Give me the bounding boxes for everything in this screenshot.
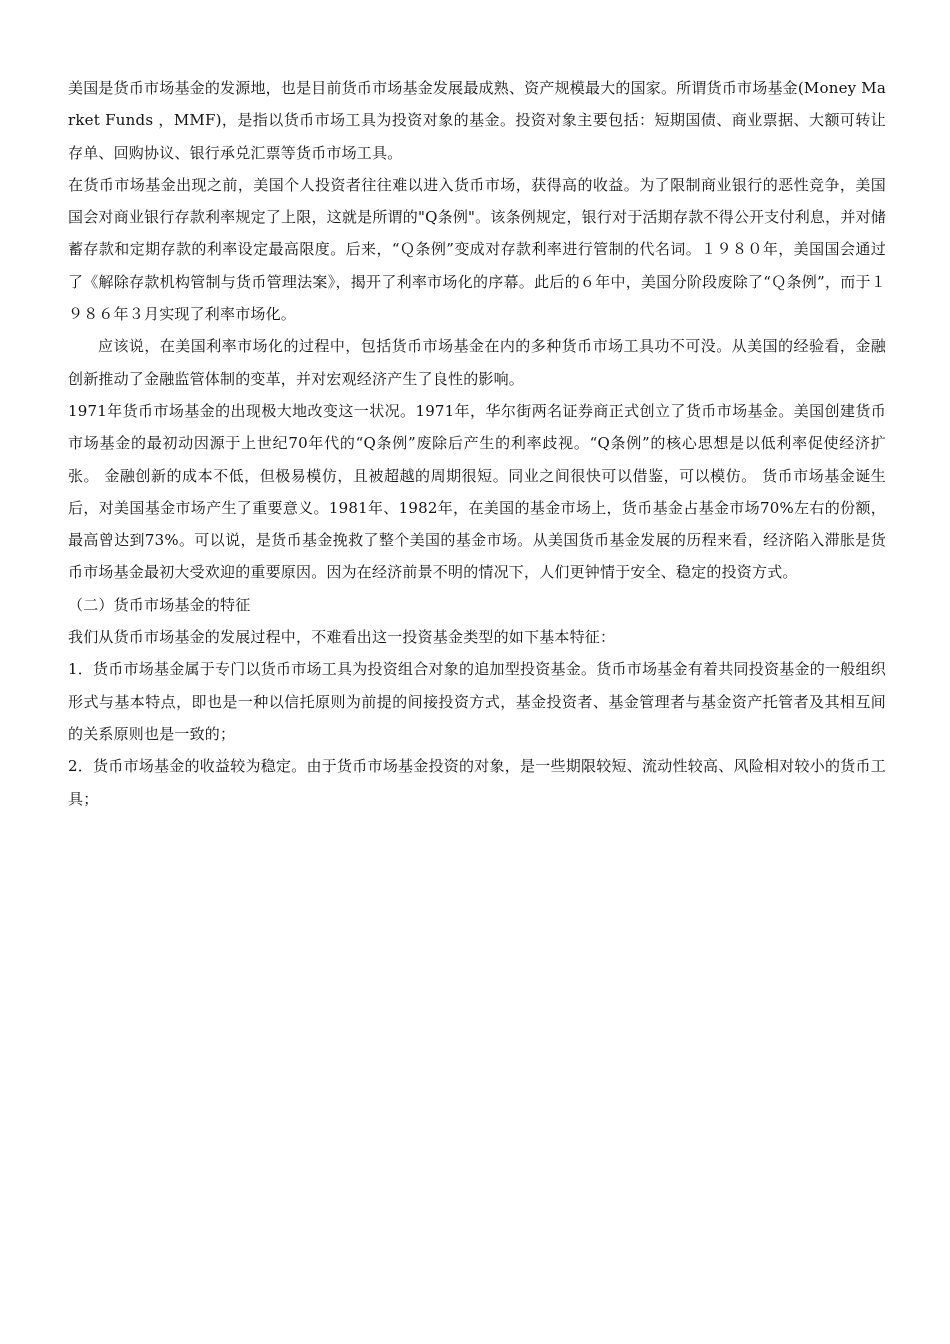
feature-item-2: 2．货币市场基金的收益较为稳定。由于货币市场基金投资的对象，是一些期限较短、流动性较高、风险相对较小的货币工具； (68, 757, 886, 808)
paragraph-us-origin: 美国是货币市场基金的发源地，也是目前货币市场基金发展最成熟、资产规模最大的国家。所谓货币市场基金(Money Market Funds ，MMF)，是指以货币市场工具为投资对象的基金。投资对象主要包括：短期国债、商业票据、大额可转让存单、回购协议、银行承兑汇票等货币市场工具。 (68, 79, 886, 162)
document-body (68, 72, 886, 815)
paragraph-innovation: 应该说，在美国利率市场化的过程中，包括货币市场基金在内的多种货币市场工具功不可没。从美国的经验看，金融创新推动了金融监管体制的变革，并对宏观经济产生了良性的影响。 (68, 337, 886, 388)
paragraph-1971-history: 1971年货币市场基金的出现极大地改变这一状况。1971年，华尔街两名证券商正式创立了货币市场基金。美国创建货币市场基金的最初动因源于上世纪70年代的“Q条例”废除后产生的利率歧视。“Q条例”的核心思想是以低利率促使经济扩张。 金融创新的成本不低，但极易模仿，且被超越的周期很短。同业之间很快可以借鉴，可以模仿。 货币市场基金诞生后，对美国基金市场产生了重要意义。1981年、1982年，在美国的基金市场上，货币基金占基金市场70%左右的份额，最高曾达到73%。可以说，是货币基金挽救了整个美国的基金市场。从美国货币基金发展的历程来看，经济陷入滞胀是货币市场基金最初大受欢迎的重要原因。因为在经济前景不明的情况下，人们更钟情于安全、稳定的投资方式。 (68, 401, 886, 582)
section-heading-features: （二）货币市场基金的特征 (68, 595, 251, 614)
paragraph-features-intro: 我们从货币市场基金的发展过程中，不难看出这一投资基金类型的如下基本特征： (68, 628, 616, 647)
paragraph-q-regulation: 在货币市场基金出现之前，美国个人投资者往往难以进入货币市场，获得高的收益。为了限制商业银行的恶性竞争，美国国会对商业银行存款利率规定了上限，这就是所谓的"Q条例"。该条例规定，银行对于活期存款不得公开支付利息，并对储蓄存款和定期存款的利率设定最高限度。后来，“Ｑ条例”变成对存款利率进行管制的代名词。１９８０年，美国国会通过了《解除存款机构管制与货币管理法案》，揭开了利率市场化的序幕。此后的６年中，美国分阶段废除了“Ｑ条例”，而于１９８６年３月实现了利率市场化。 (68, 175, 886, 324)
feature-item-1: 1．货币市场基金属于专门以货币市场工具为投资组合对象的追加型投资基金。货币市场基金有着共同投资基金的一般组织形式与基本特点，即也是一种以信托原则为前提的间接投资方式，基金投资者、基金管理者与基金资产托管者及其相互间的关系原则也是一致的； (68, 660, 886, 743)
